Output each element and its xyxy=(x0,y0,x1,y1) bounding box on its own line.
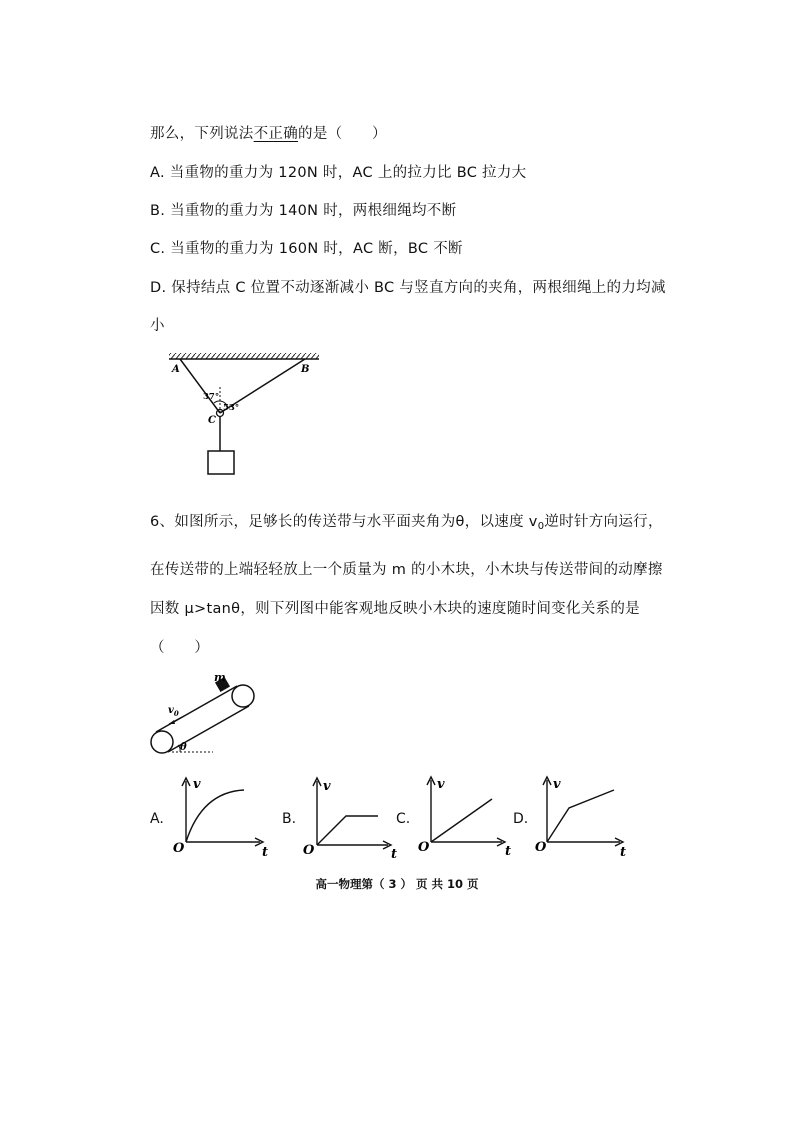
graph-a-t-label: t xyxy=(262,845,269,860)
q5-option-a: A. 当重物的重力为 120N 时，AC 上的拉力比 BC 拉力大 xyxy=(150,165,527,181)
q5-stem-suffix: 的是（ ） xyxy=(298,126,387,142)
graph-d-option-label: D. xyxy=(513,811,529,827)
page-footer: 高一物理第（ 3 ） 页 共 10 页 xyxy=(315,877,479,891)
q6-line-1-suffix: 逆时针方向运行， xyxy=(544,514,663,530)
q6-line-4: （ ） xyxy=(150,640,210,656)
graph-d-t-label: t xyxy=(620,845,627,860)
label-b: B xyxy=(301,364,310,375)
graph-b-origin-label: O xyxy=(303,843,315,858)
graph-c-option-label: C. xyxy=(396,811,411,827)
graph-b-v-label: v xyxy=(323,779,331,794)
q5-stem-prefix: 那么，下列说法 xyxy=(150,126,254,142)
graph-a-origin-label: O xyxy=(173,841,185,856)
q6-line-1-prefix: 6、如图所示，足够长的传送带与水平面夹角为θ，以速度 v xyxy=(150,514,538,530)
q6-line-3: 因数 μ>tanθ，则下列图中能客观地反映小木块的速度随时间变化关系的是 xyxy=(150,601,640,617)
graph-c-t-label: t xyxy=(505,844,512,859)
graph-c-v-label: v xyxy=(437,777,445,792)
angle-53-label: 53° xyxy=(223,403,240,413)
q5-option-d-continued: 小 xyxy=(150,318,165,334)
velocity-label: $v_0$ xyxy=(168,705,179,718)
graph-d-line xyxy=(547,790,614,842)
theta-label: θ xyxy=(180,742,187,753)
graph-d-v-label: v xyxy=(553,777,561,792)
q6-v0-subscript: 0 xyxy=(537,521,545,532)
graph-a-option-label: A. xyxy=(150,811,164,827)
label-c: C xyxy=(208,415,216,426)
q5-option-c: C. 当重物的重力为 160N 时，AC 断，BC 不断 xyxy=(150,241,463,257)
mass-label: m xyxy=(214,671,226,684)
q5-option-b: B. 当重物的重力为 140N 时，两根细绳均不断 xyxy=(150,203,457,219)
angle-37-label: 37° xyxy=(203,392,220,402)
q6-line-2: 在传送带的上端轻轻放上一个质量为 m 的小木块，小木块与传送带间的动摩擦 xyxy=(150,562,663,578)
graph-c-origin-label: O xyxy=(418,840,430,855)
graph-b-option-label: B. xyxy=(282,811,297,827)
q5-option-d: D. 保持结点 C 位置不动逐渐减小 BC 与竖直方向的夹角，两根细绳上的力均减 xyxy=(150,280,666,296)
q5-stem-emphasis: 不正确 xyxy=(253,126,299,142)
graph-d-origin-label: O xyxy=(535,840,547,855)
graph-a-v-label: v xyxy=(193,777,201,792)
graph-b-t-label: t xyxy=(391,847,398,862)
label-a: A xyxy=(172,364,180,375)
